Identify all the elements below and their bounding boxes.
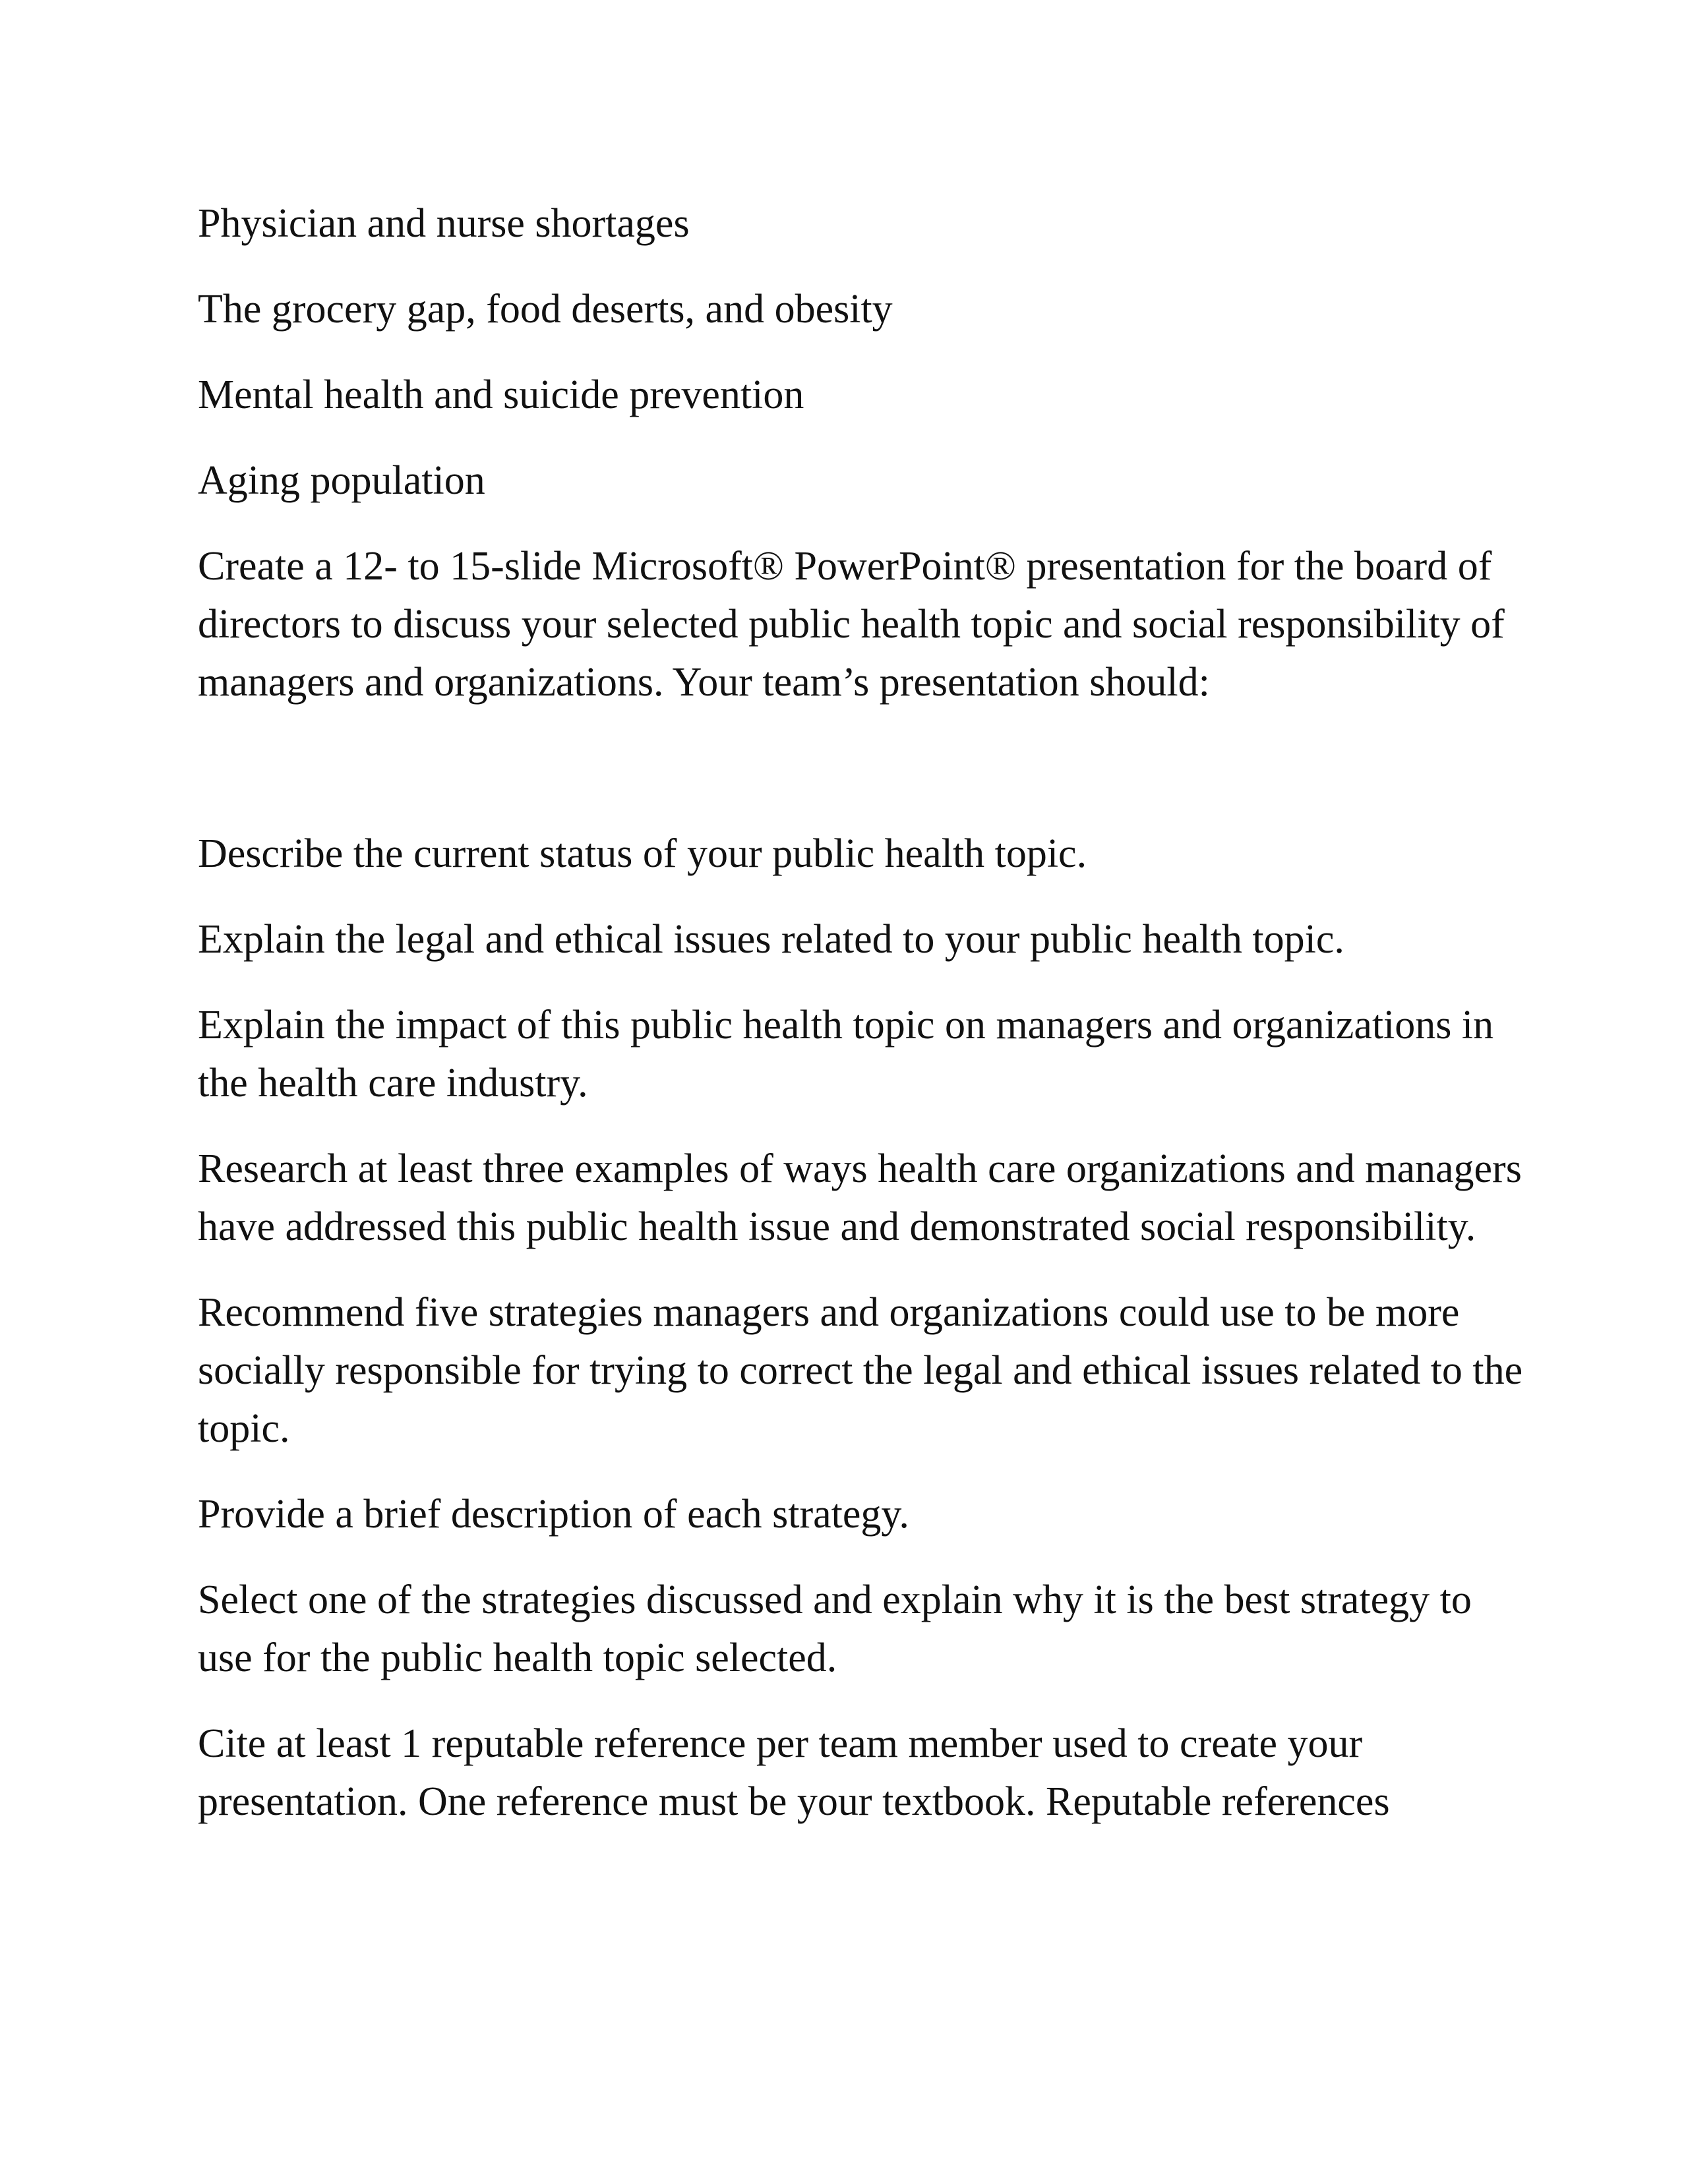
requirement-item: Recommend five strategies managers and organizations could use to be more socially responsible for trying to correct the legal and ethical issues related to the topic.	[198, 1290, 1523, 1451]
assignment-intro: Create a 12- to 15-slide Microsoft® PowerPoint® presentation for the board of directors to discuss your selected public health topic and social responsibility of managers and organizations. Your team’s presentation should:	[198, 544, 1505, 705]
topic-item: Mental health and suicide prevention	[198, 372, 804, 417]
requirement-item: Explain the impact of this public health topic on managers and organizations in the health care industry.	[198, 1003, 1494, 1106]
requirement-item: Explain the legal and ethical issues related to your public health topic.	[198, 917, 1344, 962]
document-body	[198, 194, 1523, 1858]
requirement-item: Provide a brief description of each strategy.	[198, 1492, 909, 1537]
requirement-item: Select one of the strategies discussed and explain why it is the best strategy to use for the public health topic selected.	[198, 1578, 1472, 1680]
requirement-item: Research at least three examples of ways health care organizations and managers have addressed this public health issue and demonstrated social responsibility.	[198, 1146, 1522, 1249]
blank-line	[198, 739, 1523, 797]
topic-item: The grocery gap, food deserts, and obesity	[198, 287, 893, 332]
requirement-item: Describe the current status of your public health topic.	[198, 831, 1087, 876]
topic-item: Aging population	[198, 458, 485, 503]
topic-item: Physician and nurse shortages	[198, 201, 690, 246]
requirement-item: Cite at least 1 reputable reference per team member used to create your presentation. One reference must be your textbook. Reputable references	[198, 1721, 1390, 1824]
